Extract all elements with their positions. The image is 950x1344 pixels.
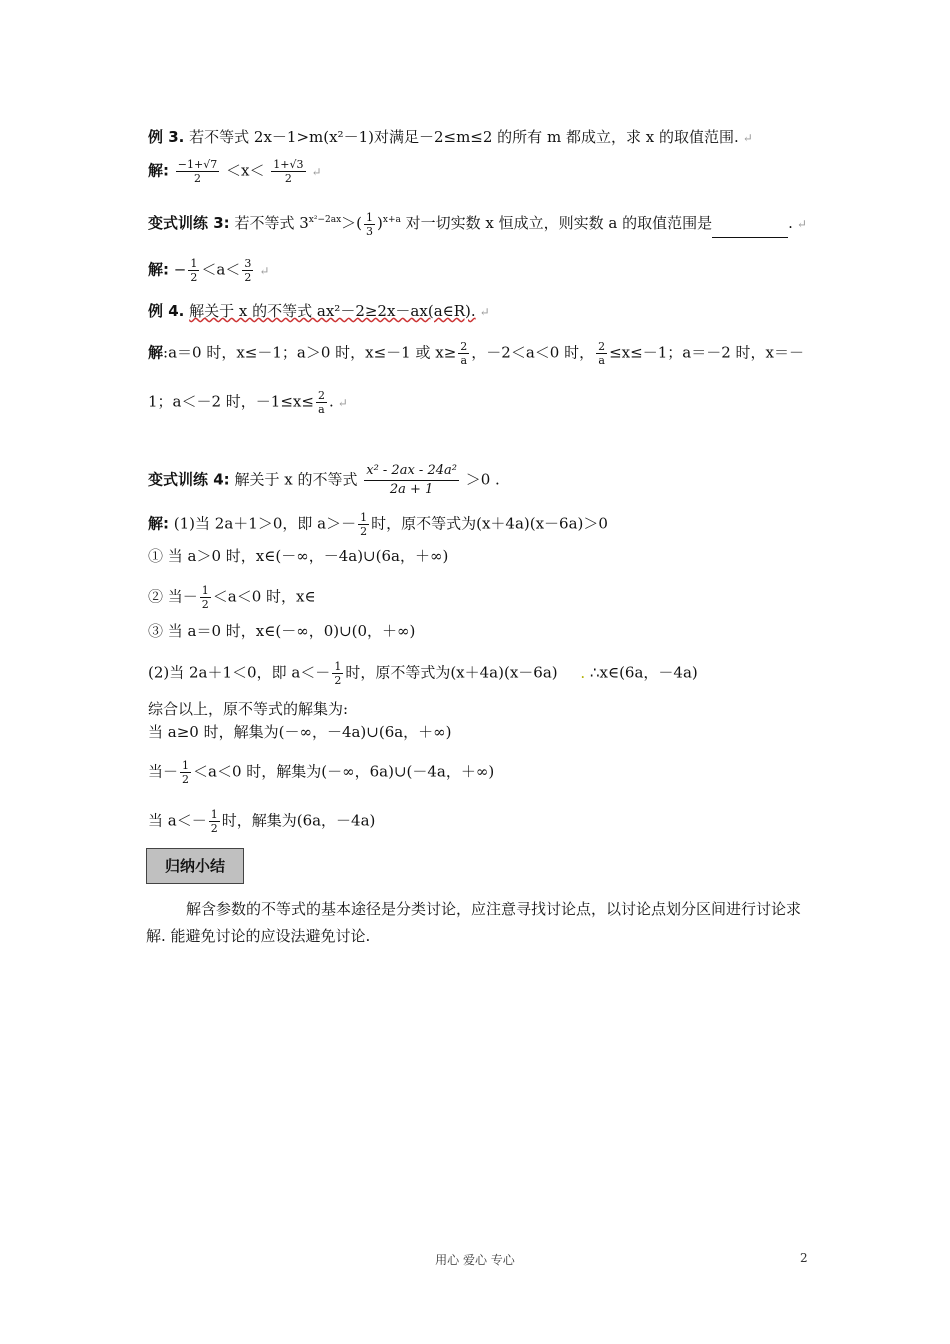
summary-paragraph: 解含参数的不等式的基本途径是分类讨论，应注意寻找讨论点，以讨论点划分区间进行讨论求解. 能避免讨论的应设法避免讨论. — [146, 900, 802, 945]
paragraph-mark-icon: ↵ — [796, 217, 807, 231]
fraction — [200, 584, 211, 611]
fraction — [180, 759, 191, 786]
solution-label: 解: — [148, 514, 169, 533]
fraction-numerator: 2 — [317, 389, 325, 402]
exponent: x+a — [382, 215, 401, 225]
page-number: 2 — [800, 1251, 808, 1265]
fraction-denominator: 2 — [244, 271, 252, 284]
fraction-numerator: 1 — [334, 660, 342, 673]
fraction — [188, 257, 199, 284]
answer-label: 解 — [148, 343, 164, 362]
fraction-numerator: 1 — [190, 257, 198, 270]
period: . — [788, 214, 793, 232]
variant-3-answer — [148, 257, 269, 284]
fraction-denominator: 2 — [284, 172, 292, 185]
fraction-numerator: −1+√7 — [177, 158, 218, 171]
summary-case-2 — [148, 759, 494, 786]
example-4-question — [148, 301, 490, 322]
example-3-answer — [148, 158, 322, 185]
fraction-numerator: 1 — [360, 511, 368, 524]
paragraph-mark-icon: ↵ — [742, 131, 753, 145]
variant-3-post: 对一切实数 x 恒成立，则实数 a 的取值范围是 — [405, 214, 713, 232]
fraction-numerator: 1 — [182, 759, 190, 772]
fraction — [316, 389, 327, 416]
paragraph-mark-icon: ↵ — [311, 164, 322, 179]
example-3-label: 例 3. — [148, 128, 185, 146]
example-3-question — [148, 127, 753, 148]
summary-intro: 综合以上，原不等式的解集为: — [148, 700, 349, 718]
fraction-numerator: 1 — [210, 808, 218, 821]
variant-4-text: 解关于 x 的不等式 — [234, 470, 358, 489]
variant-3-label: 变式训练 3: — [148, 214, 230, 232]
fraction — [364, 462, 459, 499]
case-text: (1)当 2a＋1＞0，即 a＞－ — [173, 514, 357, 533]
fraction-numerator: 3 — [244, 257, 252, 270]
fraction — [332, 660, 343, 687]
page-footer: 用心 爱心 专心 — [435, 1253, 515, 1267]
fraction-numerator: 2 — [598, 340, 606, 353]
fraction-numerator: 2 — [460, 340, 468, 353]
case-text: 当 a＜－ — [148, 811, 207, 830]
case-text: ② 当－ — [148, 587, 198, 606]
summary-case-3 — [148, 808, 375, 835]
fraction — [458, 340, 469, 367]
paragraph-mark-icon: ↵ — [337, 395, 348, 410]
case-text: 时，解集为(6a，－4a) — [221, 811, 376, 830]
fraction-denominator: 2 — [201, 598, 209, 611]
case-text: 时，原不等式为(x＋4a)(x－6a)＞0 — [371, 514, 608, 533]
case-text: 时，原不等式为(x＋4a)(x－6a) — [345, 663, 558, 682]
fraction-numerator: 1 — [201, 584, 209, 597]
answer-relation: ＜a＜ — [201, 260, 241, 279]
answer-text: . — [328, 392, 334, 411]
example-4-text: 解关于 x 的不等式 ax²－2≥2x－ax(a∈R). — [189, 302, 476, 320]
answer-label: 解: — [148, 260, 169, 279]
paragraph-mark-icon: ↵ — [259, 263, 270, 278]
summary-heading: 归纳小结 — [146, 848, 244, 884]
bullet-dot-icon: . — [580, 663, 586, 682]
inequality-rhs: ＞0 . — [465, 470, 500, 489]
case-text: 当－ — [148, 762, 179, 781]
example-4-label: 例 4. — [148, 302, 185, 320]
example-4-answer-line-1 — [148, 340, 804, 367]
fraction-denominator: a — [460, 354, 468, 367]
fraction-denominator: 2 — [334, 674, 342, 687]
answer-text: 1；a＜－2 时，－1≤x≤ — [148, 392, 314, 411]
variant-3-question — [148, 210, 807, 238]
subcase-3: ③ 当 a＝0 时，x∈(－∞，0)∪(0，＋∞) — [148, 622, 416, 640]
fraction-denominator: 2 — [194, 172, 201, 185]
example-3-text: 若不等式 2x－1>m(x²－1)对满足－2≤m≤2 的所有 m 都成立，求 x 的取值范围. — [189, 128, 739, 146]
fraction — [209, 808, 220, 835]
fraction-numerator: x² - 2ax - 24a² — [364, 462, 459, 481]
fraction-denominator: a — [318, 403, 325, 416]
answer-relation: ＜x＜ — [226, 161, 265, 180]
summary-case-1: 当 a≥0 时，解集为(－∞，－4a)∪(6a，＋∞) — [148, 723, 452, 741]
exponent: x²−2ax — [308, 215, 342, 225]
solution-case-2 — [148, 660, 698, 687]
case-text: ＜a＜0 时，x∈ — [212, 587, 316, 606]
fraction — [271, 158, 305, 185]
fraction-denominator: a — [598, 354, 605, 367]
fraction — [242, 257, 253, 284]
fraction-numerator: 1 — [366, 210, 374, 224]
case-text: ＜a＜0 时，解集为(－∞，6a)∪(－4a，＋∞) — [193, 762, 495, 781]
fraction-denominator: 2a + 1 — [389, 482, 434, 497]
variant-3-pre: 若不等式 3 — [234, 214, 309, 232]
solution-case-1 — [148, 511, 608, 538]
case-text: (2)当 2a＋1＜0，即 a＜－ — [148, 663, 331, 682]
subcase-2 — [148, 584, 316, 611]
answer-label: 解: — [148, 161, 169, 180]
fraction — [358, 511, 369, 538]
fraction-denominator: 3 — [366, 224, 374, 238]
paragraph-mark-icon: ↵ — [479, 305, 490, 319]
subcase-1: ① 当 a＞0 时，x∈(－∞，－4a)∪(6a，＋∞) — [148, 547, 449, 565]
case-text: ∴x∈(6a，－4a) — [589, 663, 698, 682]
answer-text: ≤x≤－1；a＝－2 时，x＝－ — [609, 343, 804, 362]
fraction-denominator: 2 — [190, 271, 198, 284]
minus: − — [173, 260, 187, 279]
answer-text: :a＝0 时，x≤－1；a＞0 时，x≤－1 或 x≥ — [163, 343, 457, 362]
fraction — [176, 158, 219, 185]
variant-4-question — [148, 462, 500, 499]
fraction-denominator: 2 — [360, 525, 368, 538]
paren: ) — [377, 214, 383, 232]
fraction-numerator: 1+√3 — [273, 158, 304, 171]
example-4-answer-line-2 — [148, 389, 348, 416]
fraction-denominator: 2 — [182, 773, 190, 786]
answer-text: ，－2＜a＜0 时， — [471, 343, 595, 362]
fraction — [596, 340, 607, 367]
variant-4-label: 变式训练 4: — [148, 470, 230, 489]
relation: ＞( — [341, 214, 363, 232]
fraction — [364, 211, 375, 238]
answer-blank — [712, 223, 788, 238]
fraction-denominator: 2 — [210, 822, 218, 835]
